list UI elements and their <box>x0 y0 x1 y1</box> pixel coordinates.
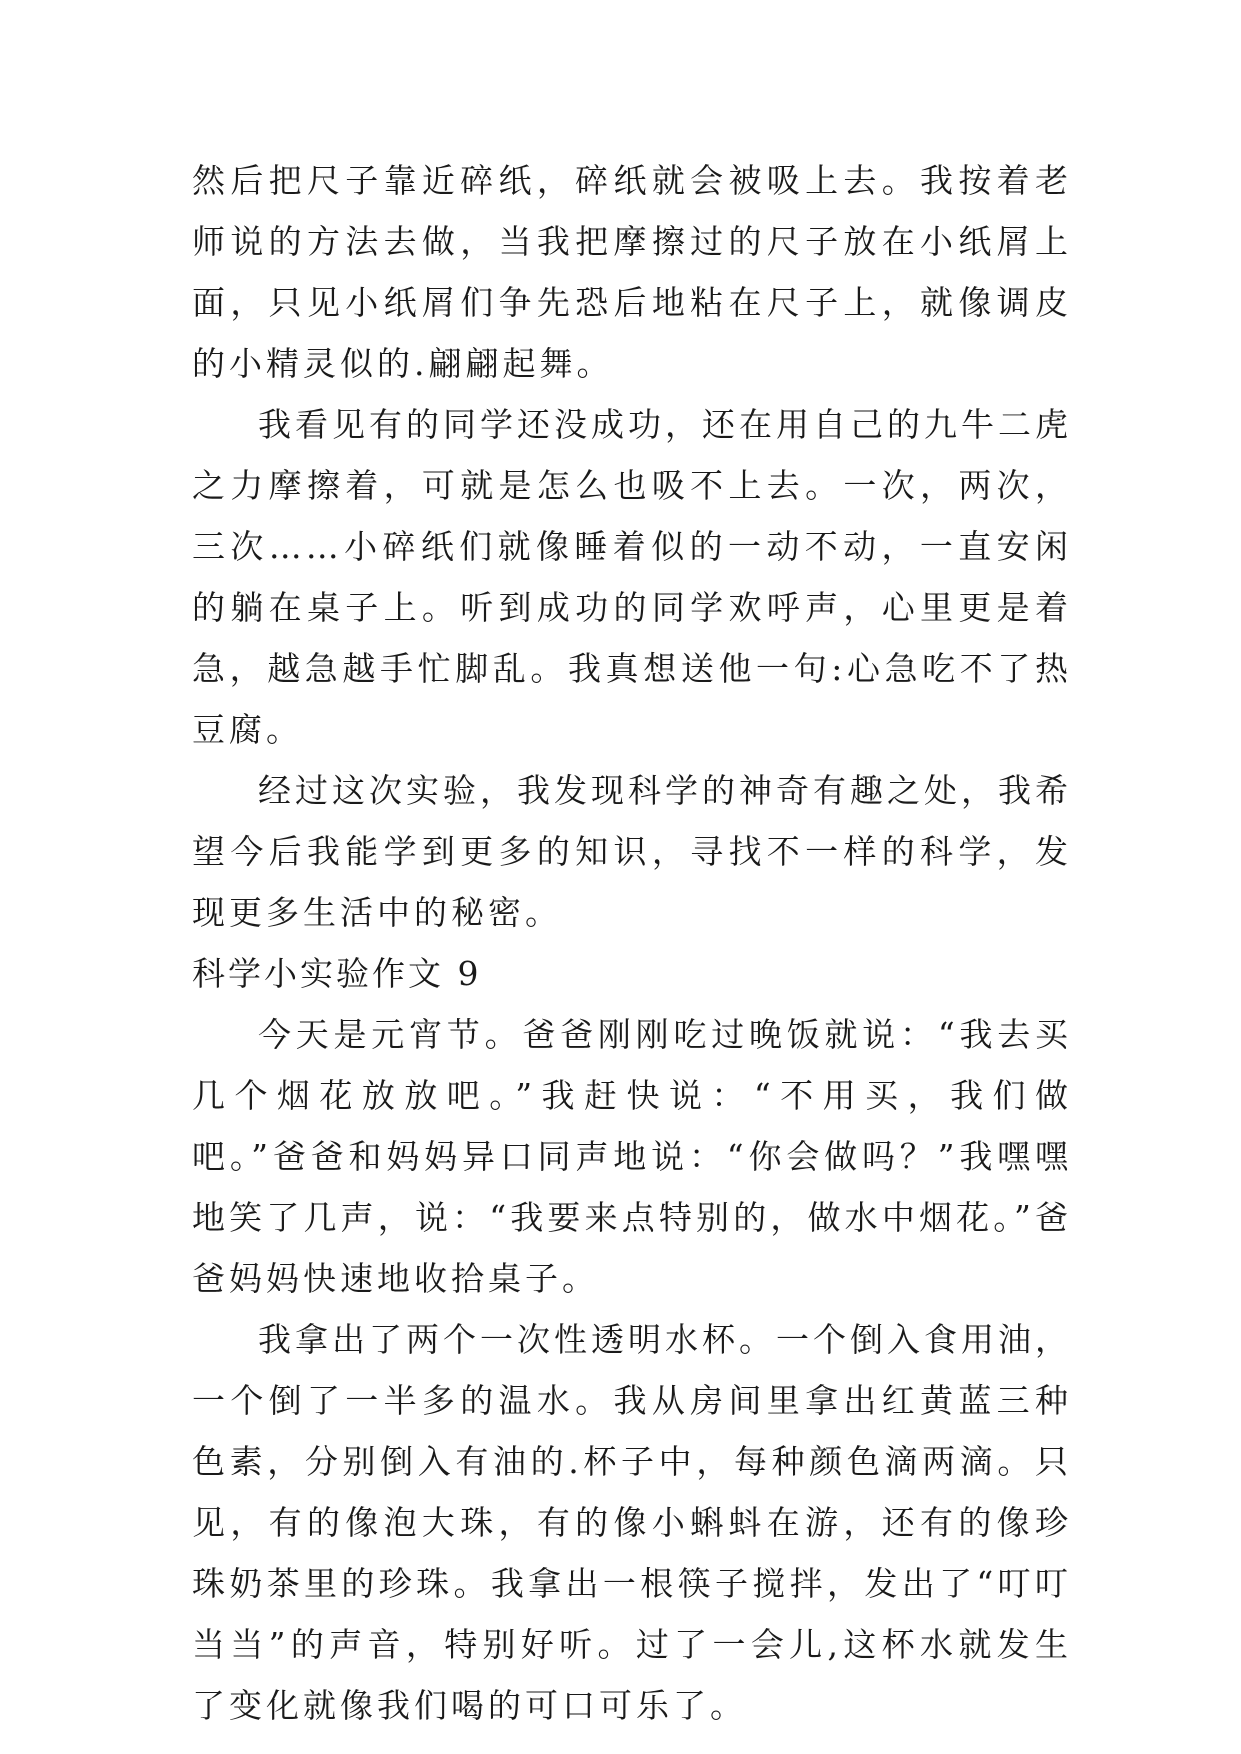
paragraph-continued: 然后把尺子靠近碎纸，碎纸就会被吸上去。我按着老师说的方法去做，当我把摩擦过的尺子放在小纸屑上面，只见小纸屑们争先恐后地粘在尺子上，就像调皮的小精灵似的.翩翩起舞。 <box>192 161 1072 383</box>
paragraph: 今天是元宵节。爸爸刚刚吃过晚饭就说：“我去买几个烟花放放吧。”我赶快说：“不用买，我们做吧。”爸爸和妈妈异口同声地说：“你会做吗？”我嘿嘿地笑了几声，说：“我要来点特别的，做水中烟花。”爸爸妈妈快速地收拾桌子。 <box>192 1015 1072 1298</box>
section-title: 科学小实验作文 9 <box>192 954 482 993</box>
paragraph: 我拿出了两个一次性透明水杯。一个倒入食用油，一个倒了一半多的温水。我从房间里拿出红黄蓝三种色素，分别倒入有油的.杯子中，每种颜色滴两滴。只见，有的像泡大珠，有的像小蝌蚪在游，还有的像珍珠奶茶里的珍珠。我拿出一根筷子搅拌，发出了“叮叮当当”的声音，特别好听。过了一会儿,这杯水就发生了变化就像我们喝的可口可乐了。 <box>192 1320 1072 1725</box>
document-page <box>192 150 1072 1736</box>
paragraph: 我看见有的同学还没成功，还在用自己的九牛二虎之力摩擦着，可就是怎么也吸不上去。一次，两次，三次……小碎纸们就像睡着似的一动不动，一直安闲的躺在桌子上。听到成功的同学欢呼声，心里更是着急，越急越手忙脚乱。我真想送他一句:心急吃不了热豆腐。 <box>192 405 1072 749</box>
paragraph: 经过这次实验，我发现科学的神奇有趣之处，我希望今后我能学到更多的知识，寻找不一样的科学，发现更多生活中的秘密。 <box>192 771 1072 932</box>
